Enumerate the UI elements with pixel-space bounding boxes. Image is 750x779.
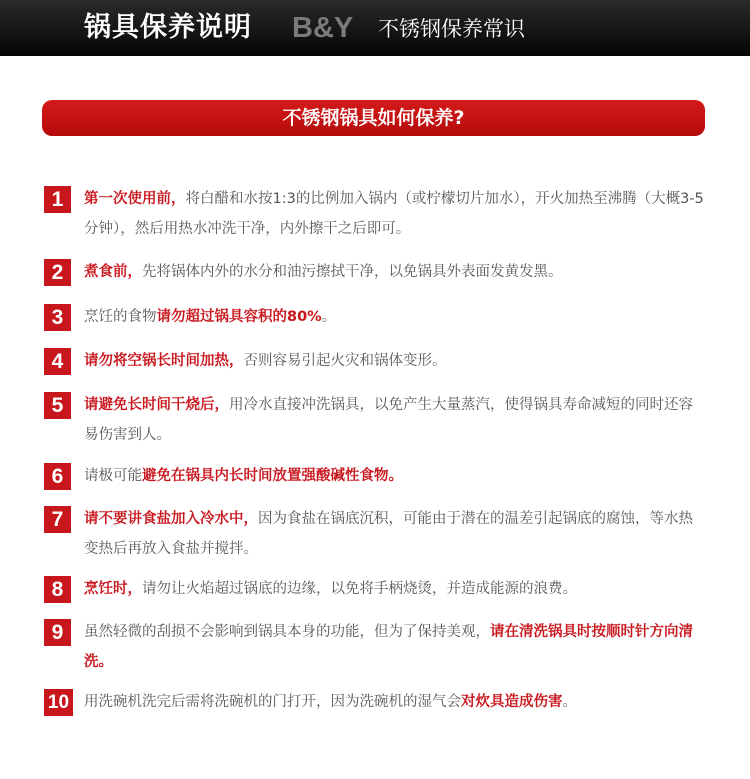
tip-text (84, 184, 704, 244)
tip-text-emphasis: 请勿将空锅长时间加热， (84, 353, 244, 369)
tip-text (84, 461, 704, 491)
tip-text-part: 。 (321, 309, 337, 325)
tip-text-part: 烹饪的食物 (84, 309, 157, 325)
tip-number: 5 (44, 392, 71, 419)
section-banner-title: 不锈钢锅具如何保养? (282, 107, 465, 129)
tip-text-part: 请极可能 (84, 468, 142, 484)
tip-text-part: 虽然轻微的刮损不会影响到锅具本身的功能，但为了保持美观， (84, 624, 490, 640)
tip-text-emphasis: 请勿超过锅具容积的80% (156, 309, 322, 325)
tip-number: 4 (44, 348, 71, 375)
header-bar (0, 0, 750, 56)
tip-text-part: 将白醋和水按1:3的比例加入锅内（或柠檬切片加水），开火加热至沸腾（大概3-5分钟），然后用热水冲洗干净，内外擦干之后即可。 (84, 191, 704, 237)
tip-text-emphasis: 第一次使用前， (84, 191, 186, 207)
tip-number: 7 (44, 506, 71, 533)
tip-text-emphasis: 对炊具造成伤害 (461, 694, 563, 710)
page-subtitle: 不锈钢保养常识 (378, 17, 525, 41)
tip-text-part: 否则容易引起火灾和锅体变形。 (243, 353, 447, 369)
tip-number: 2 (44, 259, 71, 286)
tip-text-emphasis: 烹饪时， (84, 581, 142, 597)
tip-text-part: 因为食盐在锅底沉积，可能由于潜在的温差引起锅底的腐蚀，等水热变热后再放入食盐并搅拌。 (84, 511, 693, 557)
tip-number: 6 (44, 463, 71, 490)
tip-number: 10 (44, 689, 73, 716)
tip-text-part: 。 (562, 694, 577, 710)
brand-logo-text: B&Y (292, 12, 354, 44)
tip-text-part: 用冷水直接冲洗锅具，以免产生大量蒸汽，使得锅具寿命减短的同时还容易伤害到人。 (84, 397, 693, 443)
tip-number: 9 (44, 619, 71, 646)
tip-text (84, 390, 704, 450)
tip-text (84, 504, 704, 564)
tip-text-part: 先将锅体内外的水分和油污擦拭干净，以免锅具外表面发黄发黑。 (142, 264, 563, 280)
tip-number: 3 (44, 304, 71, 331)
tip-number: 1 (44, 186, 71, 213)
section-banner (42, 100, 705, 136)
tip-text-emphasis: 请不要讲食盐加入冷水中， (84, 511, 258, 527)
tip-text (84, 687, 704, 717)
tip-text-emphasis: 请在清洗锅具时按顺时针方向清洗。 (84, 624, 693, 670)
tip-text (84, 574, 704, 604)
page-title: 锅具保养说明 (84, 12, 252, 43)
tip-text (84, 346, 704, 376)
tip-text-emphasis: 避免在锅具内长时间放置强酸碱性食物。 (142, 468, 403, 484)
tip-text-emphasis: 请避免长时间干烧后， (84, 397, 229, 413)
tip-text-part: 用洗碗机洗完后需将洗碗机的门打开，因为洗碗机的湿气会 (84, 694, 461, 710)
tip-text (84, 302, 704, 332)
tip-text (84, 617, 704, 677)
tip-text (84, 257, 704, 287)
tip-text-part: 请勿让火焰超过锅底的边缘，以免将手柄烧烫，并造成能源的浪费。 (142, 581, 577, 597)
tip-text-emphasis: 煮食前， (84, 264, 142, 280)
tip-number: 8 (44, 576, 71, 603)
